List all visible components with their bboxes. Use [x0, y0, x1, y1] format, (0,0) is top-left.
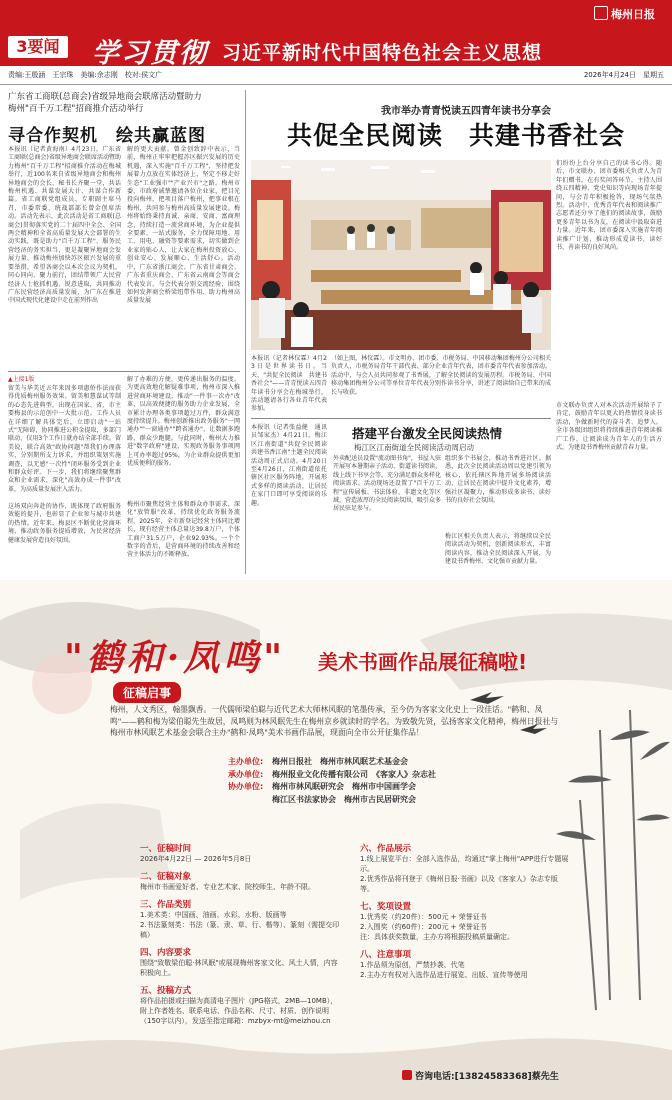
reading-article-far: 市文联办负责人对本次活动开展给予了肯定，鼓励青年以更大的热情投身读书活动，争做新时代的奋斗者、追梦人。全市各级团组织将持续推进青年阅读推广工作，让阅读成为青年人的生活方式，为建设书香梅州贡献青春力量。	[556, 402, 662, 452]
organizer-row	[228, 756, 528, 769]
logo-icon	[594, 6, 608, 20]
organizers-list	[228, 756, 528, 806]
organizer-names: 梅州日报社 梅州市林风眠艺术基金会	[272, 757, 408, 766]
ad-section-heading: 五、投稿方式	[140, 986, 192, 996]
ad-section-heading: 二、征稿对象	[140, 872, 192, 882]
banner-calligraphy: 学习贯彻	[92, 38, 208, 69]
left-article-col1: 本报讯（记者黄海南）4月23日，广东省工商联(总商会)省级异地商会联席活动暨助力梅州"百千万工程"招商推介活动在梅城举行，近100名来自省级异地商会和梅州异地商会的会长、秘书长齐聚一堂，共话梅州机遇、共谋发展大计、共谋合作新篇。省工商联党组成员、专职副主席马召，市委常委、统战部部长曾金创席活动。活动先表示，此次活动是省工商联(总商会)贯彻落实党的二十届四中全会、全国两会精神和全省高质量发展大会部署的生动实践，既是助力"百千万工程"、服务民营经济的务实担当，更是凝聚异地商会发展力量、推动梅州加快苏区振兴发展的重要举措。希望各商会以本次会议为契机，同心同向、聚力前行，团结带领广大民营经济人士抢抓机遇、锐意进取，共同推动广东民营经济高质量发展，为广东在推进中国式现代化建设中走在前列作出	[8, 146, 121, 305]
ad-tag: 征稿启事	[113, 682, 181, 703]
ad-section-text: 1.线上展览平台：全部入选作品，均通过"掌上梅州"APP进行专题展示。 2.优秀作品将刊登于《梅州日报·书画》以及《客家人》杂志专版等。	[360, 855, 569, 893]
ad-section-text: 将作品拍摄或扫描为高清电子图片（JPG格式，2MB—10MB），附上作者姓名、联系电话、作品名称、尺寸、材质、创作说明（150字以内），发送至指定邮箱：mzbyx-mt@meizhou.cn	[140, 997, 338, 1025]
ad-calligraphy-title: "鹤和·凤鸣"	[64, 637, 287, 679]
right-kicker: 我市举办青青悦读五四青年读书分享会	[381, 106, 551, 117]
ad-sections-left	[140, 836, 340, 1026]
left-kicker-2: 梅州"百千万工程"招商推介活动举行	[8, 104, 144, 114]
ad-section-text: 梅州市书画爱好者、专业艺术家、院校师生、年龄不限。	[140, 883, 315, 891]
organizer-role: 协办单位:	[228, 782, 264, 791]
left-article2-col1b: 这场双向奔赴的协作，既体现了政府服务效能的提升，也彰显了企业参与城市共建的热情。近年来，梅县区不断优化营商环境，推动政务服务提质增效，为民营经济健康发展营造良好氛围。	[8, 503, 121, 544]
reading-article-text: （如上图，林仪霖）。市文明办、团市委、市税务局、中国移动集团梅州分公司相关负责人，市税务局青年干部代表、部分企业青年代表，团市委青年代表参加活动。活动中，与会人员共同参观了书香展，了解全民阅读的发展历程。市税务局、中国移动集团梅州分公司等单位青年代表分别作读书分享，讲述了阅读给自己带来的成长与收获。	[331, 355, 551, 396]
photo-side-text: 们纷纷上台分享自己的读书心得。随后，市文联办、团市委相关负责人为青年们赠书。在有奖问答环节，主持人围绕五四精神、党史知识等向现场青年提问，与会青年积极抢答，现场气氛热烈。活动中，优秀青年代表和阅读推广志愿者还分享了他们的阅读故事，鼓励更多青年以书为友，在阅读中汲取奋进力量。近年来，团市委深入实施青年阅读推广计划，推动形成爱读书、读好书、善读书的良好风尚。	[556, 160, 662, 252]
ad-section-heading: 八、注意事项	[360, 950, 412, 960]
column-rule	[245, 90, 246, 574]
left-article2-col2b: 梅州市聚焦经营主体和群众办事需求，深化"放管服"改革，持续优化政务服务流程，2025年，全市新登记经营主体同比增长，现有经营主体总量达39.8万户，个体工商户31.5万户，企业92.93%。一个个数字的背后，是营商环境的持续改善和经营主体活力的不断释放。	[127, 501, 240, 559]
issue-date: 2026年4月24日 星期五	[583, 71, 664, 79]
organizer-names: 梅州报业文化传播有限公司 《客家人》杂志社	[272, 769, 436, 779]
reading-event-illustration	[251, 160, 551, 350]
photo-caption: 本报讯（记者林仪霖）4月23日是世界读书日。当天，"共促全民阅读 共建书香社会"——青青悦读五四青年读书分享会在梅城举行，活动邀请各行各业青年代表参加。	[251, 355, 327, 413]
right-divider	[251, 418, 551, 419]
left-article2-col1: 留美与华美近五年来因多项惠侨作法而获得优质梅州服务效果。留美和慧谋试等制的心态先进典型，出现在国家、省、市主要梅县的示范创中一大批示范。工作人员在详细了解具体完后，立即启动"一站式"无障碍，协同推进公积金提取，多部门联动，仅用3个工作日就办结全部手续。留美说，联合高效"政协问题"帮我们办理落实，分别期所支力诉求，并组织策划实施调查，以无感"一次性"闭环服务受到企业和群众好评。下一步，我们将继续聚焦群众和企业需求，深化"高效办成一件事"改革，为高质量发展注入活力。	[8, 385, 121, 493]
organizer-names: 梅州市林风眠研究会 梅州市中国画学会	[272, 782, 416, 791]
masthead	[0, 0, 672, 28]
banner-title: 习近平新时代中国特色社会主义思想	[222, 42, 543, 64]
ad-contact	[402, 1069, 559, 1082]
ad-section-heading: 七、奖项设置	[360, 902, 412, 912]
ad-section-heading: 三、作品类别	[140, 900, 192, 910]
organizer-role: 承办单位:	[228, 769, 264, 779]
left-headline: 寻合作契机 绘共赢蓝图	[8, 126, 206, 146]
sub-article-col1: 本报讯（记者张益健 通讯员邹家杰）4月21日，梅江区江南街道"共促全民阅读 共建书香江南"主题全民阅读活动周正式启动。4月20日至4月26日，江南街道依托辖区社区服务阵地，开展形式多样的阅读活动，让居民在家门口即可享受阅读的乐趣。	[251, 424, 334, 507]
organizer-row	[228, 769, 528, 782]
left-article-col2: 解的更大贡献。曾金创致辞中表示，当前，梅州正牢牢把握苏区振兴发展的历史机遇，深入实施"百千万工程"，坚持把发展着力点放在实体经济上，坚定不移走好生态"工业强市""产业兴市"之路。梅州市委、市政府诚挚邀请各位企业家，把目光投向梅州，把项目落户梅州，把事业根在梅州，共同参与梅州高质量发展建设。梅州将始终秉持真诚、亲商、安商、富商理念，持续打造一流营商环境，为企业提供全要素、一站式服务，全力保障用地、用工、用电、融资等要素需求，切实做到企业家的贴心人，让大家在梅州投资放心、创业安心、发展顺心、生活舒心。活动中，广东省浙江商会、广东省甘肃商会、广东省重庆商会、广东省云南商会等商会代表发言，与会代表分别交流经验，围绕如何发挥商会桥梁纽带作用、助力梅州高质量发展	[127, 146, 240, 305]
ad-section-text: 围绕"致敬梁伯聪·林风眠"或展现梅州客家文化、风土人情，内容积极向上。	[140, 959, 338, 977]
sub-article-col3: 组织多个书展会，推动书香进社区。据悉，此次全民阅读活动周以党建引领为核心，依托辖区阵地开展多场阅读活动，让居民在阅读中提升文化素养，增强社区凝聚力，推动形成多读书、读好书的良好社会氛围。	[445, 455, 551, 505]
section-tag: 3要闻	[8, 36, 68, 58]
left-kicker-1: 广东省工商联(总商会)省级异地商会联席活动暨助力	[8, 92, 202, 102]
ad-section-heading: 一、征稿时间	[140, 844, 192, 854]
editors-line: 责编:王殷涵 王宗珠 美编:余志刚 校对:侯文广	[8, 71, 163, 79]
ad-section-text: 1.美术类：中国画、油画、水彩、水粉、版画等 2.书法篆刻类：书法（篆、隶、草、行、楷等）、篆刻（需提交印稿）	[140, 911, 340, 939]
right-headline: 共促全民阅读 共建书香社会	[286, 121, 625, 150]
left-article2-col2: 解了办难的方便，更传递出服务的温度。为更高效地化解疑难事项，梅州市深入推进营商环境建设，推动"一件事一次办"改革，以高效便捷的服务助力企业发展，全市累计办理各类事项超过万件，群众满意度持续提升。梅州创新推出政务服务"一网通办""一窗通办""跨省通办"，让数据多跑路，群众少跑腿。与此同时，梅州大力推进"数字政府"建设，实现政务服务事项网上可办率超过95%，为企业群众提供更加优质便利的服务。	[127, 376, 240, 468]
contact-text: 咨询电话:[13824583368]蔡先生	[415, 1072, 559, 1082]
ad-section-heading: 四、内容要求	[140, 948, 192, 958]
sub-headline: 搭建平台激发全民阅读热情	[352, 426, 503, 441]
ad-section-heading: 六、作品展示	[360, 844, 412, 854]
ad-intro: 梅州，人文秀区，翰墨飘香。一代儒师梁伯聪与近代艺术大师林风眠的笔墨传承，至今仍为客家文化史上一段佳话。"鹤和、凤鸣"——鹤和梅为梁伯聪先生故居，凤鸣则为林风眠先生在梅州京乡就读时的学名。为致敬先贤，弘扬客家文化精神，梅州日报社与梅州市林风眠艺术基金会联合主办"鹤和·凤鸣"美术书画作品展，现面向全市公开征集作品！	[110, 705, 559, 737]
organizer-row	[228, 794, 528, 807]
newspaper-logo	[594, 6, 655, 22]
sub-article-col2: 外卖配送员设置"流动图书角"，书屋入驻开展写本暑期亲子活动、街道读书阅读、线上线下书享会等，充分满足群众多样化阅读需求。活动现场还设置了"百千万工程"宣传展板、书法体验、非遗文化等区域，营造浓厚的全民阅读氛围，吸引众多居民驻足参与。	[333, 455, 442, 513]
phone-icon	[402, 1070, 412, 1080]
continued-caption: ▲上接1版	[8, 376, 35, 383]
organizer-row	[228, 781, 528, 794]
info-bar	[0, 66, 672, 85]
event-photo	[251, 160, 551, 350]
ad-sections-right	[360, 836, 570, 980]
ad-section-text: 1.优秀奖（约20件）：500元 + 荣誉证书 2.入围奖（约60件）：200元 + 荣誉证书 注：具体获奖数量，主办方将根据投稿质量确定。	[360, 913, 514, 941]
art-exhibition-ad	[0, 580, 672, 1100]
sub-kicker: 梅江区江南街道全民阅读活动周启动	[354, 443, 474, 452]
left-divider	[8, 371, 240, 372]
ad-section-text: 2026年4月22日 — 2026年5月8日	[140, 855, 252, 863]
ad-main-title: 美术书画作品展征稿啦!	[318, 650, 528, 674]
organizer-names: 梅江区书法家协会 梅州市古民居研究会	[272, 794, 416, 804]
sub-article-col3b: 梅江区相关负责人表示，将继续以全民阅读活动为契机，创新阅读形式，丰富阅读内容，推动全民阅读深入开展，为建设书香梅州、文化强市贡献力量。	[445, 533, 551, 566]
ad-section-text: 1.作品须为原创，严禁抄袭、代笔 2.主办方有权对入选作品进行展览、出版、宣传等使用	[360, 961, 528, 979]
logo-text: 梅州日报	[611, 8, 655, 21]
organizer-role: 主办单位:	[228, 757, 264, 766]
